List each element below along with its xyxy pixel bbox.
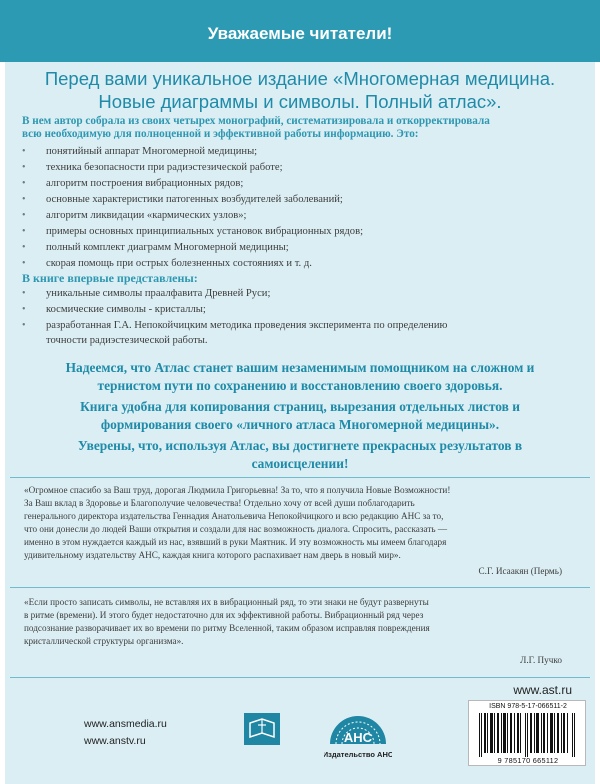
- list-item: [22, 318, 582, 348]
- barcode-bars: [477, 713, 579, 757]
- list-item: • алгоритм построения вибрационных рядов;: [22, 176, 582, 192]
- list-item: • полный комплект диаграмм Многомерной медицины;: [22, 240, 582, 256]
- paragraph-line: тернистом пути по сохранению и восстановлению своего здоровья.: [97, 378, 503, 393]
- quote-line: что они донесли до людей Ваши открытия и создали для нас возможность диалога. Спросить, рассказать —: [24, 524, 448, 535]
- ans-publisher-logo-icon: [324, 704, 392, 764]
- main-heading: [20, 67, 580, 113]
- list-item: • понятийный аппарат Многомерной медицины;: [22, 144, 582, 160]
- quote-line: удивительному издательству АНС, каждая книга которого распахивает нам дверь в новый мир».: [24, 550, 401, 561]
- quote-line: подсознание разворачивает их во времени по ритму Вселенной, таким образом исправляя повреждения: [24, 623, 430, 634]
- book-cross-logo-icon: [244, 713, 280, 745]
- intro-line: всю необходимую для полноценной и эффективной работы информацию. Это:: [22, 128, 419, 140]
- list-item-line: • разработанная Г.А. Непокойчицким методика проведения эксперимента по определению: [46, 320, 448, 331]
- paragraph-line: самоисцелении!: [251, 456, 349, 471]
- isbn-text: ISBN 978-5-17-066511-2: [489, 703, 567, 710]
- website-link[interactable]: www.ansmedia.ru: [84, 718, 167, 730]
- list-item: • примеры основных принципиальных установок вибрационных рядов;: [22, 224, 582, 240]
- quote-line: «Если просто записать символы, не вставляя их в вибрационный ряд, то эти знаки не будут развернуты: [24, 597, 429, 607]
- header-banner: [0, 0, 600, 62]
- new-features-list: [22, 286, 582, 348]
- sub-heading: В книге впервые представлены:: [22, 271, 198, 285]
- website-link[interactable]: www.anstv.ru: [84, 735, 146, 747]
- quote-line: в ритме (времени). И этого будет недостаточно для их эффективной работы. Вибрационный ряд через: [24, 610, 424, 621]
- quote-line: именно в этом нуждается каждый из нас, взявший в руки Маятник. И эту возможность мы имеем благодаря: [24, 537, 447, 548]
- website-link[interactable]: www.ast.ru: [513, 683, 572, 697]
- intro-line: В нем автор собрала из своих четырех монографий, систематизировала и откорректировала: [22, 115, 490, 127]
- paragraph-hope: [28, 359, 572, 395]
- main-heading-line: Перед вами уникальное издание «Многомерная медицина.: [44, 68, 556, 89]
- testimonial-quote: [24, 596, 580, 648]
- quote-line: генерального директора издательства Геннадия Анатольевича Непокойчицкого и всю редакцию АНС за то,: [24, 511, 444, 522]
- list-item-line: точности радиэстезической работы.: [46, 335, 208, 346]
- main-heading-line: Новые диаграммы и символы. Полный атлас».: [98, 91, 502, 112]
- paragraph-line: формирования своего «личного атласа Многомерной медицины».: [100, 417, 500, 432]
- divider: [10, 587, 590, 588]
- paragraph-line: Надеемся, что Атлас станет вашим незаменимым помощником на сложном и: [65, 360, 535, 375]
- publisher-logo-text: АНС: [343, 730, 373, 745]
- list-item: • скорая помощь при острых болезненных состояниях и т. д.: [22, 256, 582, 272]
- list-item: • алгоритм ликвидации «кармических узлов»;: [22, 208, 582, 224]
- paragraph-line: Книга удобна для копирования страниц, вырезания отдельных листов и: [80, 399, 520, 414]
- barcode-digits: 9 785170 665112: [497, 756, 559, 765]
- isbn-barcode: [468, 700, 586, 766]
- divider: [10, 477, 590, 478]
- quote-line: За Ваш вклад в Здоровье и Благополучие человечества! Отдельно хочу от всей души поблагодарить: [24, 498, 415, 509]
- quote-author: Л.Г. Пучко: [520, 655, 562, 665]
- quote-line: кристаллической структуры организма».: [24, 636, 184, 647]
- paragraph-line: Уверены, что, используя Атлас, вы достигнете прекрасных результатов в: [77, 438, 523, 453]
- list-item: • техника безопасности при радиэстезической работе;: [22, 160, 582, 176]
- list-item: • космические символы - кристаллы;: [22, 302, 582, 318]
- list-item: • основные характеристики патогенных возбудителей заболеваний;: [22, 192, 582, 208]
- banner-title: Уважаемые читатели!: [207, 24, 393, 43]
- publisher-name: Издательство АНС: [324, 750, 392, 759]
- paragraph-copying: [28, 398, 572, 434]
- paragraph-confidence: [28, 437, 572, 473]
- intro-text: [22, 115, 582, 141]
- testimonial-quote: [24, 484, 580, 563]
- list-item: • уникальные символы праалфавита Древней Руси;: [22, 286, 582, 302]
- quote-author: С.Г. Исаакян (Пермь): [478, 566, 562, 576]
- divider: [10, 677, 590, 678]
- publisher-links: [84, 716, 167, 750]
- contents-list: [22, 144, 582, 272]
- quote-line: «Огромное спасибо за Ваш труд, дорогая Людмила Григорьевна! За то, что я получила Новые Возможности!: [24, 485, 451, 495]
